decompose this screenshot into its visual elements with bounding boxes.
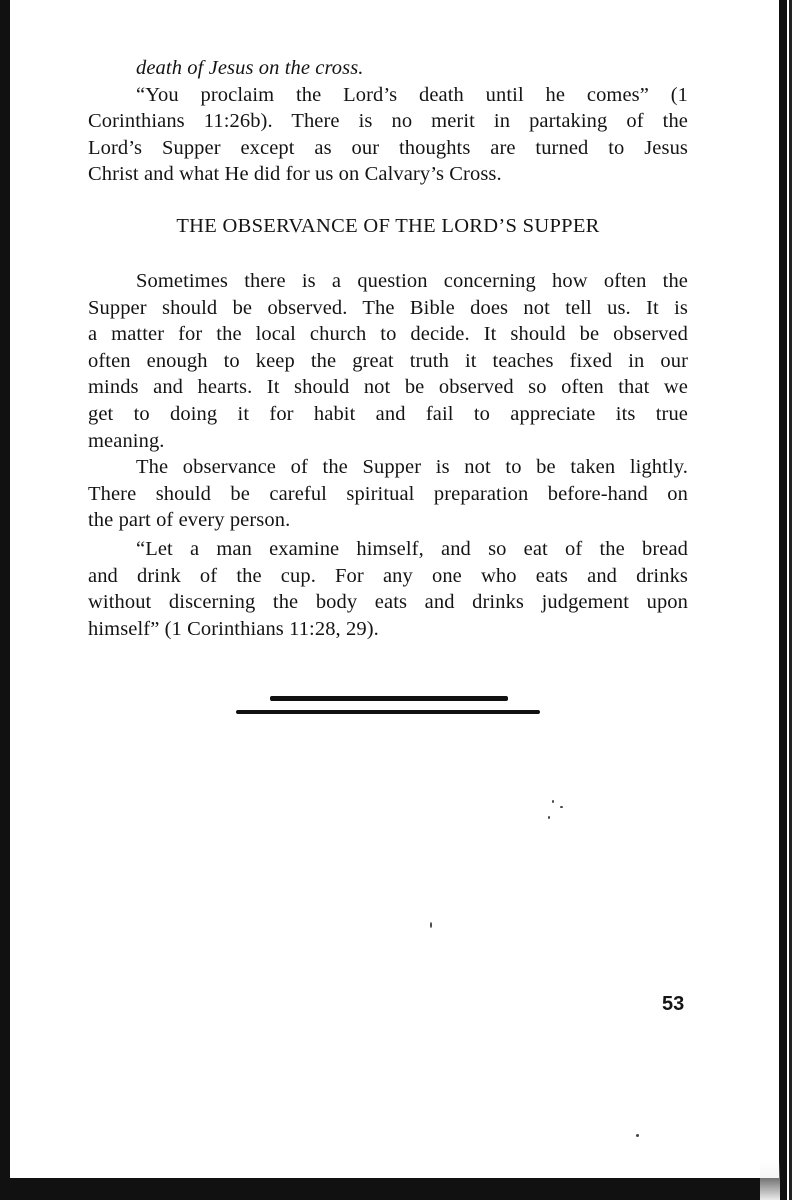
paragraph-line: often enough to keep the great truth it teaches fixed in our [88,349,688,372]
paragraph-line: “Let a man examine himself, and so eat of the bread [136,538,688,560]
paragraph-line: There should be careful spiritual preparation before-hand on [88,482,688,505]
paragraph-line: The observance of the Supper is not to be taken lightly. [136,456,688,478]
scan-speck [552,800,554,803]
scan-speck [636,1134,639,1137]
paragraph-line: a matter for the local church to decide. It should be observed [88,323,688,346]
paragraph-line: Sometimes there is a question concerning how often the [136,270,688,292]
intro-line: Corinthians 11:26b). There is no merit in partaking of the [88,110,688,133]
paragraph-line: minds and hearts. It should not be observed so often that we [88,376,688,399]
page-number: 53 [662,993,685,1015]
scan-speck [560,806,563,808]
scan-speck [430,922,432,928]
intro-line: Lord’s Supper except as our thoughts are turned to Jesus [88,136,688,159]
scan-edge-right [779,0,787,1200]
paragraph-line: and drink of the cup. For any one who eats and drinks [88,564,688,587]
paragraph-line: himself” (1 Corinthians 11:28, 29). [88,617,379,640]
paragraph-line: the part of every person. [88,509,291,532]
paragraph-quotation [88,536,688,642]
end-rule-upper [270,696,508,701]
paragraph-line: without discerning the body eats and drinks judgement upon [88,591,688,614]
paragraph-line: meaning. [88,429,165,452]
scan-edge-bottom [0,1178,782,1200]
paragraph-line: Supper should be observed. The Bible does not tell us. It is [88,296,688,319]
paragraph-frequency [88,268,688,454]
intro-paragraph [88,55,688,188]
paragraph-line: get to doing it for habit and fail to appreciate its true [88,402,688,425]
scan-edge-corner [760,1160,780,1200]
scan-edge-left [0,0,10,1200]
intro-line: “You proclaim the Lord’s death until he comes” (1 [136,83,688,106]
intro-line: Christ and what He did for us on Calvary’s Cross. [88,163,502,186]
intro-line: death of Jesus on the cross. [136,57,364,79]
scan-speck [548,816,550,819]
section-heading: THE OBSERVANCE OF THE LORD’S SUPPER [176,215,600,237]
end-rule-lower [236,710,540,714]
paragraph-preparation [88,454,688,534]
